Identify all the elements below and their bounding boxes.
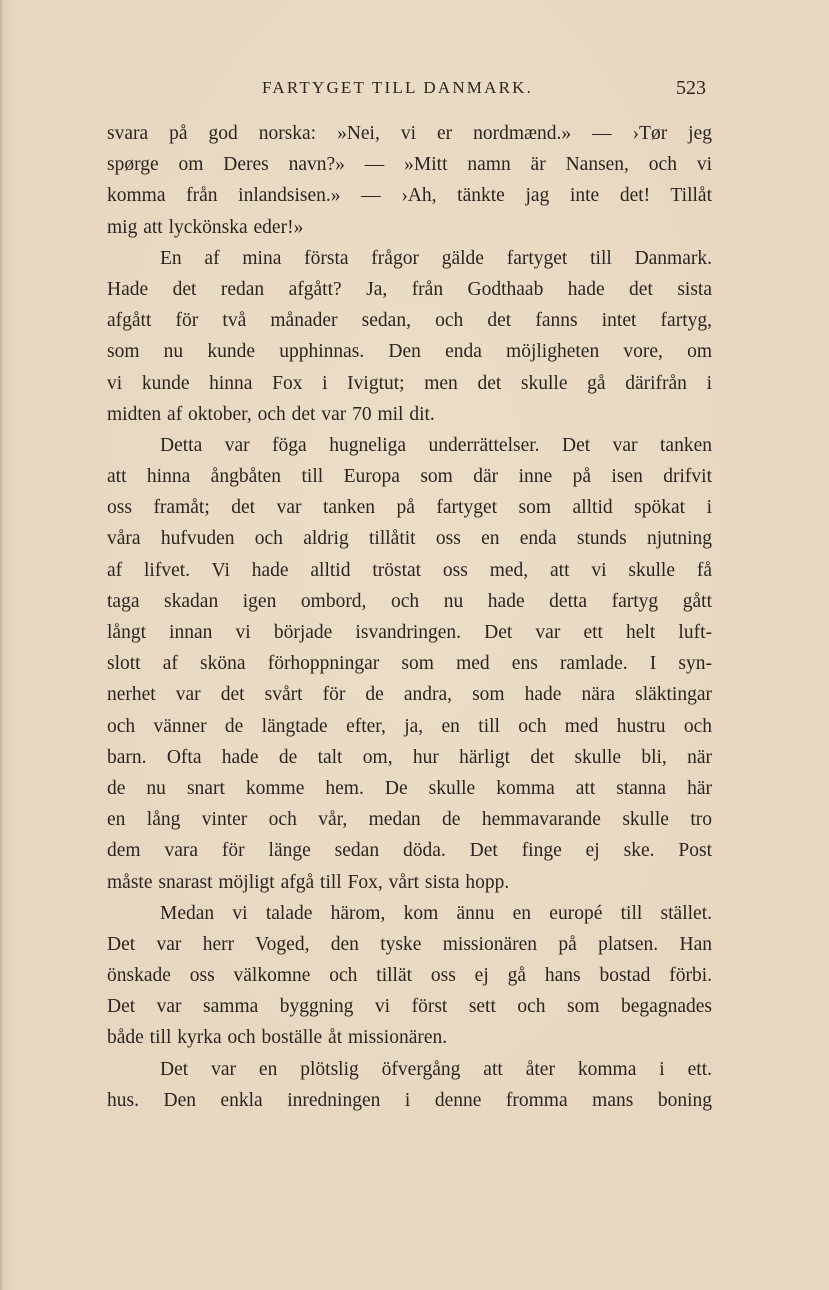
page-spine-edge	[0, 0, 4, 1290]
page-header	[0, 74, 829, 104]
text-line: de nu snart komme hem. De skulle komma att stanna här	[107, 777, 712, 799]
text-line: Medan vi talade härom, kom ännu en europé till stället.	[160, 902, 712, 924]
text-line: oss framåt; det var tanken på fartyget som alltid spökat i	[107, 497, 712, 519]
text-line: våra hufvuden och aldrig tillåtit oss en enda stunds njutning	[107, 528, 712, 550]
text-line: som nu kunde upphinnas. Den enda möjligheten vore, om	[107, 341, 712, 363]
text-line: barn. Ofta hade de talt om, hur härligt det skulle bli, när	[107, 746, 712, 768]
text-line: taga skadan igen ombord, och nu hade detta fartyg gått	[107, 590, 712, 612]
text-line: nerhet var det svårt för de andra, som hade nära släktingar	[107, 684, 712, 706]
text-line: måste snarast möjligt afgå till Fox, vårt sista hopp.	[107, 871, 510, 893]
text-line: spørge om Deres navn?» — »Mitt namn är Nansen, och vi	[107, 154, 712, 176]
text-line: dem vara för länge sedan döda. Det finge ej ske. Post	[107, 840, 712, 862]
text-line: och vänner de längtade efter, ja, en till och med hustru och	[107, 715, 712, 737]
text-line: mig att lyckönska eder!»	[107, 216, 304, 238]
text-line: hus. Den enkla inredningen i denne fromma mans boning	[107, 1089, 712, 1111]
text-line: Det var herr Voged, den tyske missionären på platsen. Han	[107, 933, 712, 955]
text-line: svara på god norska: »Nei, vi er nordmænd.» — ›Tør jeg	[107, 123, 712, 144]
text-line: En af mina första frågor gälde fartyget till Danmark.	[160, 247, 712, 269]
text-line: slott af sköna förhoppningar som med ens ramlade. I syn-	[107, 653, 712, 675]
text-line: midten af oktober, och det var 70 mil dit.	[107, 403, 435, 425]
text-line: både till kyrka och boställe åt missionären.	[107, 1027, 448, 1049]
text-line: önskade oss välkomne och tillät oss ej gå hans bostad förbi.	[107, 965, 712, 987]
running-title: FARTYGET TILL DANMARK.	[262, 78, 534, 97]
text-line: afgått för två månader sedan, och det fanns intet fartyg,	[107, 310, 712, 332]
text-line: en lång vinter och vår, medan de hemmavarande skulle tro	[107, 809, 712, 831]
text-line: af lifvet. Vi hade alltid tröstat oss med, att vi skulle få	[107, 559, 712, 581]
text-line: vi kunde hinna Fox i Ivigtut; men det skulle gå därifrån i	[107, 372, 712, 394]
page-number: 523	[676, 77, 706, 99]
body-text	[107, 118, 712, 1116]
text-line: Hade det redan afgått? Ja, från Godthaab hade det sista	[107, 278, 712, 300]
text-line: att hinna ångbåten till Europa som där inne på isen drifvit	[107, 466, 712, 488]
text-line: långt innan vi började isvandringen. Det var ett helt luft-	[107, 622, 712, 643]
text-line: komma från inlandsisen.» — ›Ah, tänkte jag inte det! Tillåt	[107, 185, 712, 207]
text-line: Detta var föga hugneliga underrättelser. Det var tanken	[160, 434, 712, 456]
text-line: Det var en plötslig öfvergång att åter komma i ett.	[160, 1058, 712, 1080]
text-line: Det var samma byggning vi först sett och som begagnades	[107, 996, 712, 1018]
